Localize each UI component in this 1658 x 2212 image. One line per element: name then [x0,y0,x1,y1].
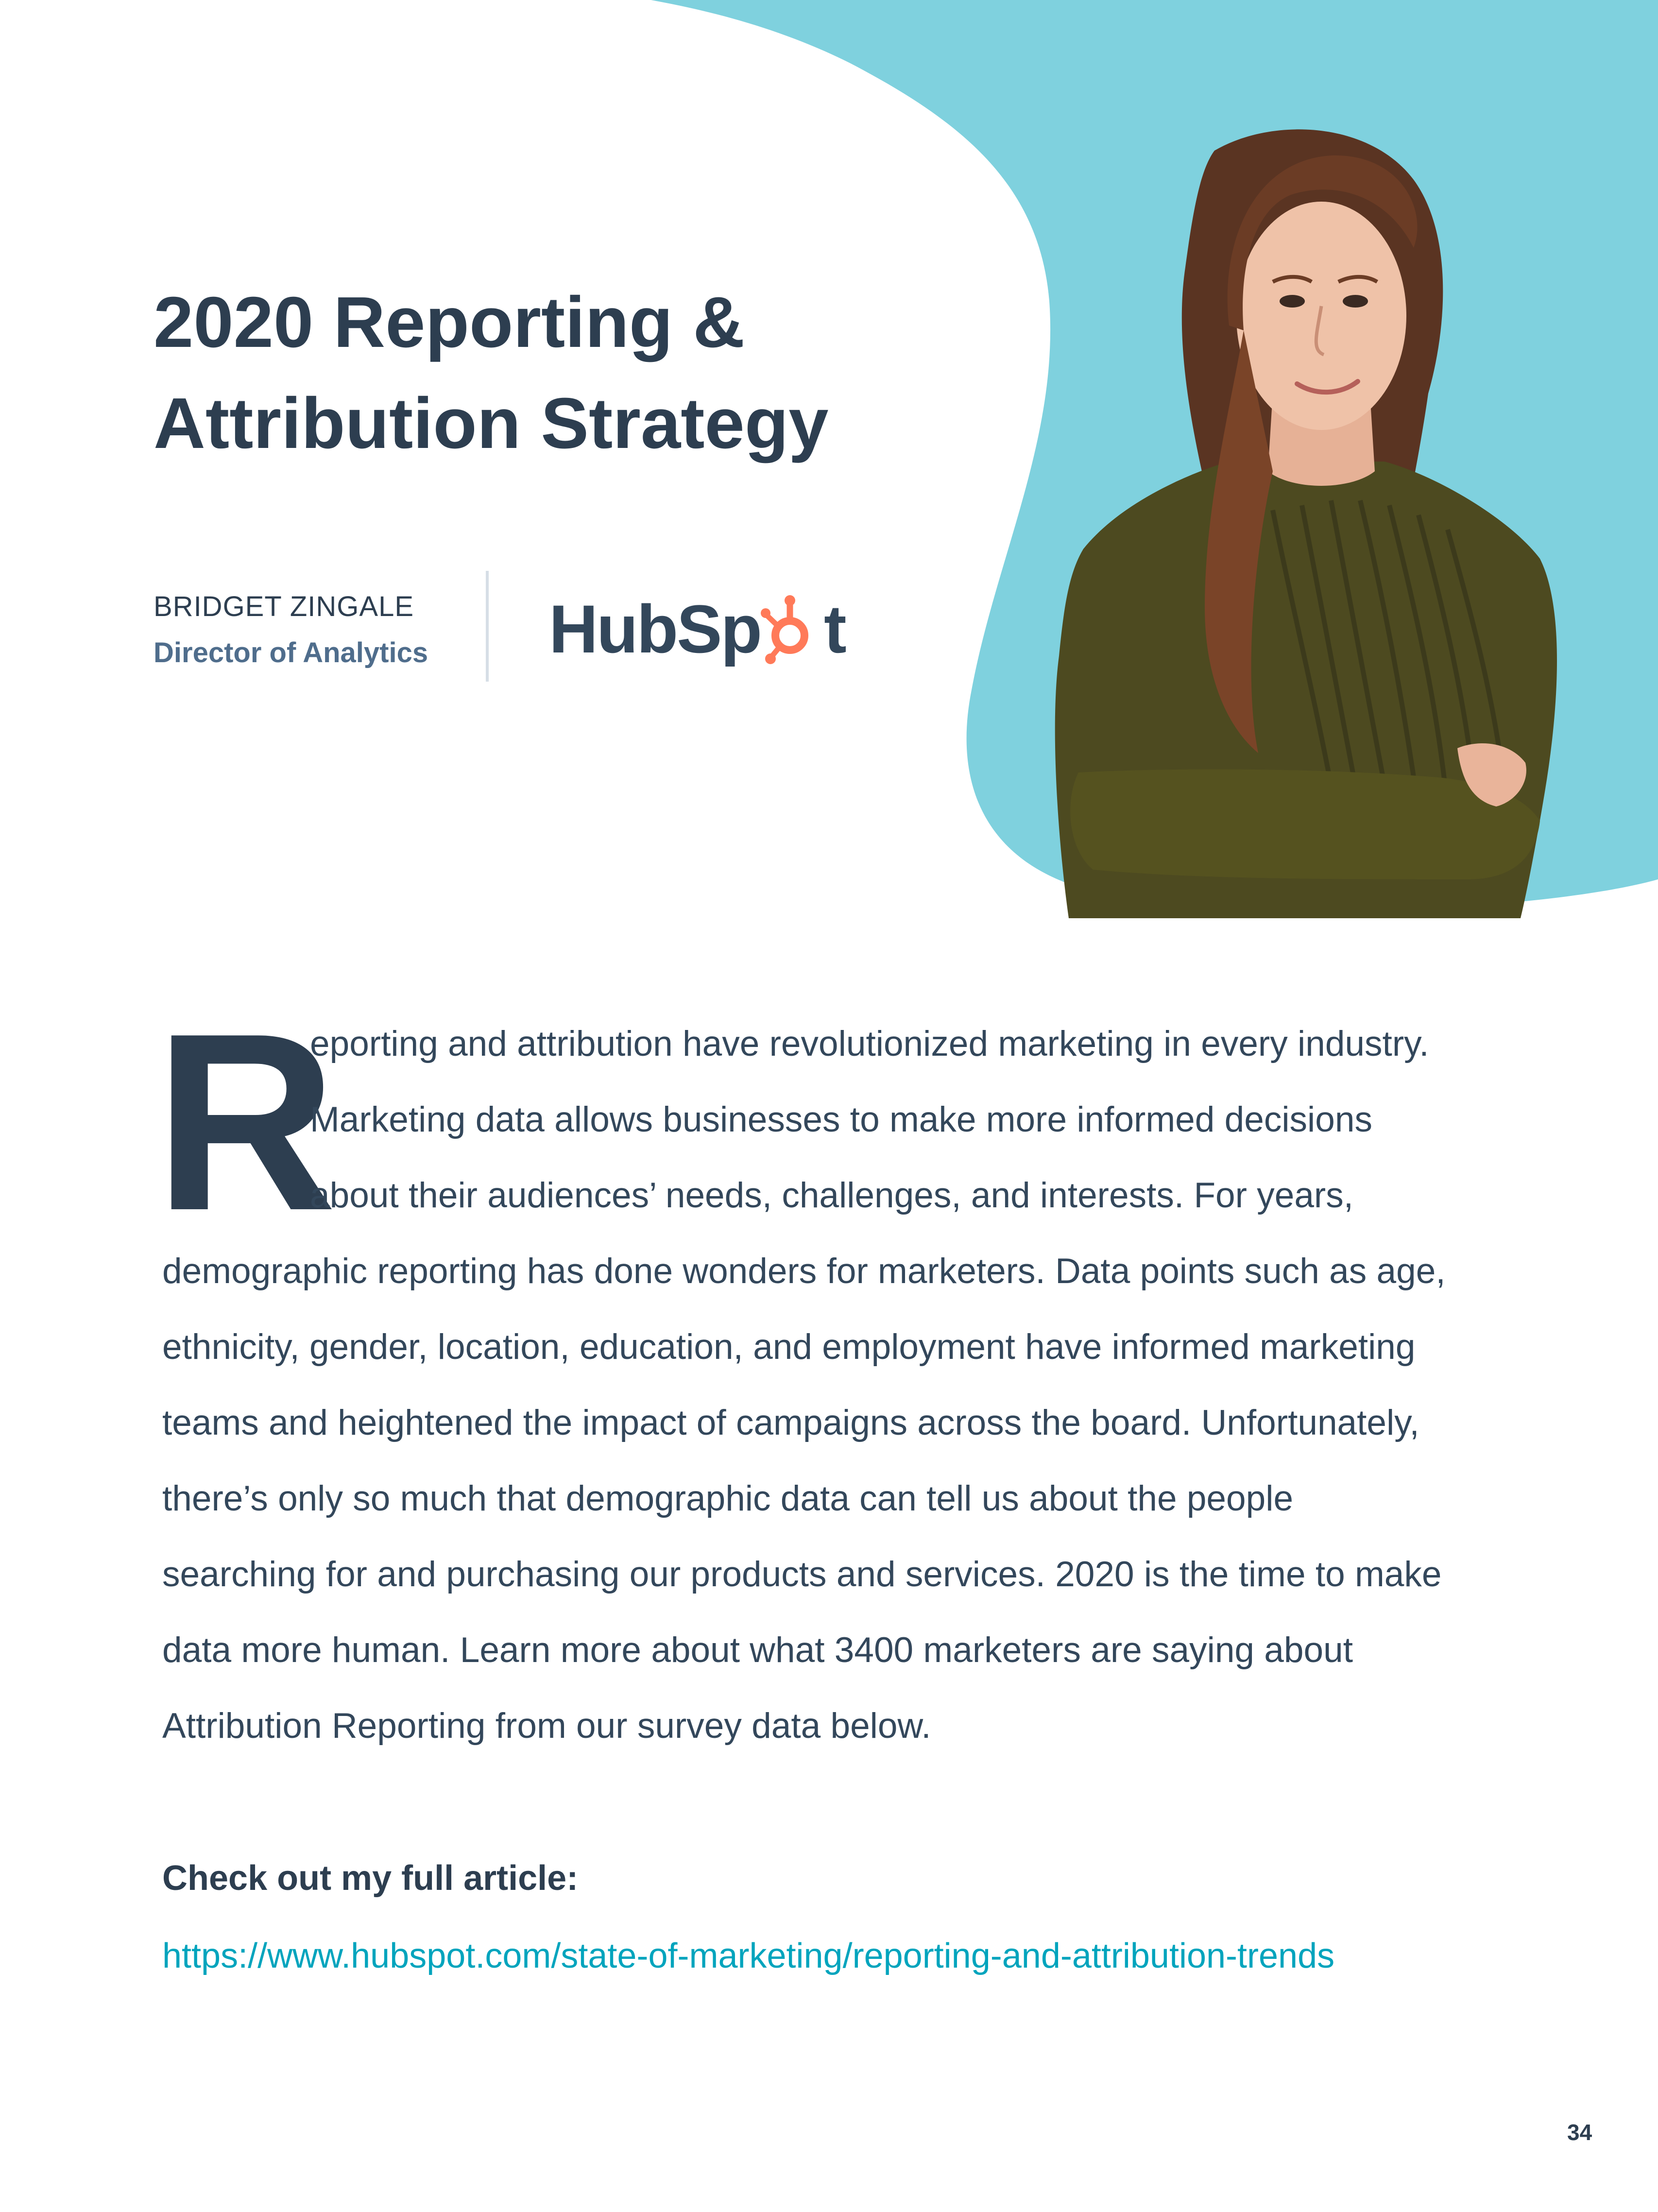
article-line: searching for and purchasing our products and services. 2020 is the time to make [162,1555,1442,1594]
article-line: Marketing data allows businesses to make more informed decisions [310,1100,1372,1139]
article-line: eporting and attribution have revolutionized marketing in every industry. [310,1024,1429,1063]
article-line: teams and heightened the impact of campaigns across the board. Unfortunately, [162,1403,1419,1442]
article-line: Attribution Reporting from our survey data below. [162,1706,931,1746]
page-title [154,272,979,474]
article-line: demographic reporting has done wonders for marketers. Data points such as age, [162,1252,1446,1291]
author-photo [1001,121,1608,918]
logo-text-after: t [824,591,845,667]
hubspot-sprocket-icon [761,593,824,666]
page-title-line2: Attribution Strategy [154,383,829,463]
article-line: there’s only so much that demographic data can tell us about the people [162,1479,1294,1518]
author-name: BRIDGET ZINGALE [154,591,414,622]
author-role: Director of Analytics [154,637,428,669]
cta-label: Check out my full article: [162,1859,579,1898]
article-line: about their audiences’ needs, challenges, and interests. For years, [310,1176,1354,1215]
article-link[interactable]: https://www.hubspot.com/state-of-marketing/reporting-and-attribution-trends [162,1937,1335,1975]
divider [486,571,489,682]
logo-text-before: HubSp [549,591,761,667]
article-line: ethnicity, gender, location, education, and employment have informed marketing [162,1327,1416,1367]
page-number: 34 [1567,2120,1592,2145]
page-title-line1: 2020 Reporting & [154,282,745,362]
drop-cap: R [154,981,337,1263]
hubspot-logo [549,593,845,666]
article-line: data more human. Learn more about what 3400 marketers are saying about [162,1630,1353,1670]
